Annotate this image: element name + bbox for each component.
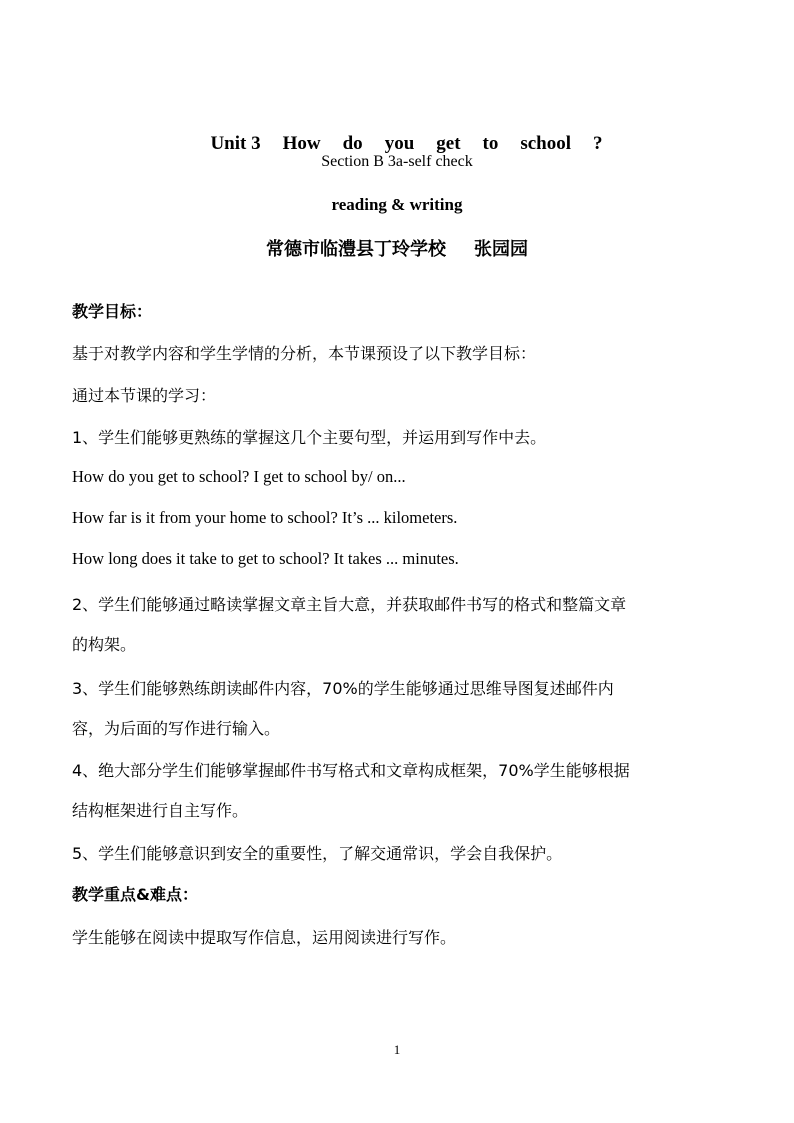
- objective-item-4-line-1: 4、绝大部分学生们能够掌握邮件书写格式和文章构成框架，70%学生能够根据: [72, 761, 630, 780]
- title-word-do: do: [342, 133, 363, 154]
- author-line: [0, 235, 794, 261]
- objective-item-3-line-1: 3、学生们能够熟练朗读邮件内容，70%的学生能够通过思维导图复述邮件内: [72, 679, 614, 698]
- author-school: 常德市临澧县丁玲学校: [266, 239, 446, 260]
- author-name: 张园园: [474, 239, 528, 260]
- key-points-text: 学生能够在阅读中提取写作信息，运用阅读进行写作。: [72, 928, 457, 947]
- title-word-get: get: [436, 133, 461, 154]
- sentence-pattern-2: How far is it from your home to school? It’s ... kilometers.: [72, 508, 458, 527]
- objective-item-5: 5、学生们能够意识到安全的重要性，了解交通常识，学会自我保护。: [72, 844, 563, 863]
- objective-item-3-line-2: 容，为后面的写作进行输入。: [72, 719, 281, 738]
- sentence-pattern-3: How long does it take to get to school? It takes ... minutes.: [72, 549, 459, 568]
- title-unit: Unit 3: [210, 133, 261, 154]
- sentence-pattern-1: How do you get to school? I get to school by/ on...: [72, 467, 406, 486]
- title-word-you: you: [384, 133, 415, 154]
- title-word-how: How: [282, 133, 321, 154]
- objective-item-4-line-2: 结构框架进行自主写作。: [72, 801, 249, 820]
- objectives-intro: 基于对教学内容和学生学情的分析，本节课预设了以下教学目标：: [72, 344, 537, 363]
- title-word-to: to: [482, 133, 499, 154]
- objectives-heading: 教学目标：: [72, 302, 153, 321]
- section-subtitle: Section B 3a-self check: [321, 153, 473, 170]
- key-points-heading: 教学重点&难点：: [72, 885, 198, 904]
- page-number: 1: [393, 1042, 401, 1057]
- objective-item-2-line-1: 2、学生们能够通过略读掌握文章主旨大意，并获取邮件书写的格式和整篇文章: [72, 595, 627, 614]
- objective-item-1: 1、学生们能够更熟练的掌握这几个主要句型，并运用到写作中去。: [72, 428, 547, 447]
- title-word-school: school: [520, 133, 572, 154]
- topic-subtitle: reading & writing: [331, 195, 463, 214]
- objectives-through: 通过本节课的学习：: [72, 386, 217, 405]
- objective-item-2-line-2: 的构架。: [72, 635, 137, 654]
- title-question-mark: ?: [593, 133, 603, 154]
